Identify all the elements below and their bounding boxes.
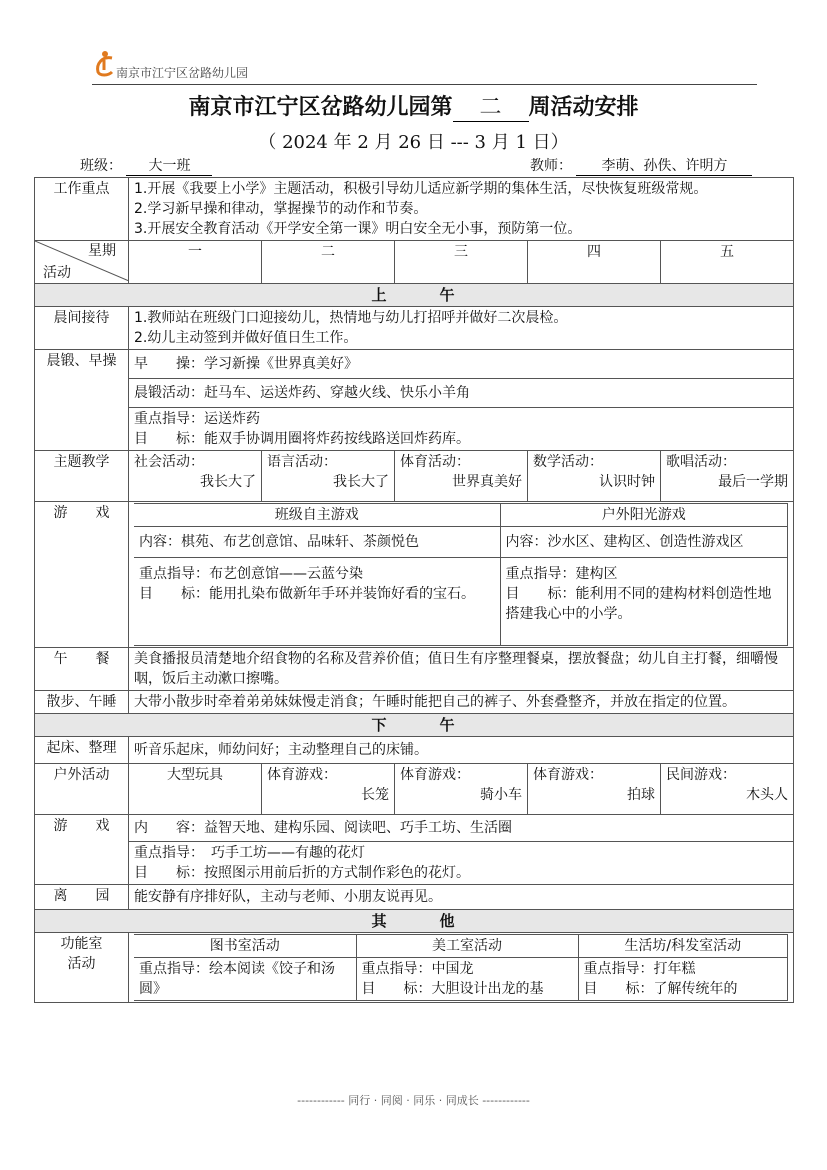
class-game-guidance	[134, 558, 500, 646]
theme-item-name: 社会活动：	[134, 454, 204, 470]
leave-row	[35, 885, 794, 910]
morning-band	[35, 284, 794, 307]
life-room-goal: 目 标：了解传统年的	[583, 981, 738, 997]
theme-item-name: 语言活动：	[267, 454, 337, 470]
exercise-row-1	[35, 350, 794, 379]
class-info	[80, 155, 212, 176]
function-room-label: 功能室 活动	[35, 933, 129, 1003]
wake-label: 起床、整理	[35, 737, 129, 764]
exercise-line-1: 早 操：学习新操《世界真美好》	[129, 350, 794, 379]
games-pm-focus: 重点指导： 巧手工坊——有趣的花灯	[134, 845, 365, 861]
art-room-goal: 目 标：大胆设计出龙的基	[361, 981, 544, 997]
library-focus: 重点指导：绘本阅读《饺子和汤圆》	[139, 961, 335, 997]
class-game-focus: 重点指导：布艺创意馆——云蓝兮染	[139, 566, 363, 582]
theme-item-value: 认识时钟	[599, 474, 655, 490]
games-pm-content: 内 容：益智天地、建构乐园、阅读吧、巧手工坊、生活圈	[129, 815, 794, 842]
exercise-line-4: 目 标：能双手协调用圈将炸药按线路送回炸药库。	[134, 431, 470, 447]
outdoor-item-value: 木头人	[746, 787, 789, 803]
nap-row	[35, 691, 794, 714]
outdoor-item-name: 体育游戏：	[267, 767, 337, 783]
theme-item	[395, 451, 528, 502]
teacher-value: 李萌、孙佚、许明方	[576, 155, 752, 176]
wake-text: 听音乐起床，师幼问好；主动整理自己的床铺。	[129, 737, 794, 764]
corner-weekday-label: 星期	[88, 243, 116, 259]
weekday-corner-cell	[35, 241, 129, 284]
reception-content	[129, 307, 794, 350]
art-room-focus: 重点指导：中国龙	[361, 961, 474, 977]
life-room-guidance	[578, 958, 788, 1001]
function-room-content	[129, 933, 794, 1003]
page-title	[0, 90, 827, 122]
class-game-goal: 目 标：能用扎染布做新年手环并装饰好看的宝石。	[139, 586, 475, 602]
outdoor-game-title: 户外阳光游戏	[500, 504, 788, 527]
outdoor-item-name: 体育游戏：	[400, 767, 470, 783]
lunch-row	[35, 648, 794, 691]
outdoor-label: 户外活动	[35, 764, 129, 815]
outdoor-row	[35, 764, 794, 815]
outdoor-item-value: 长笼	[361, 787, 389, 803]
outdoor-item-value: 拍球	[627, 787, 655, 803]
title-week-number: 二	[453, 90, 529, 122]
outdoor-first: 大型玩具	[129, 764, 262, 815]
lunch-text: 美食播报员清楚地介绍食物的名称及营养价值；值日生有序整理餐桌，摆放餐盘；幼儿自主打餐，细嚼慢咽，饭后主动漱口擦嘴。	[129, 648, 794, 691]
theme-item	[661, 451, 794, 502]
focus-row	[35, 178, 794, 241]
title-prefix: 南京市江宁区岔路幼儿园第	[188, 94, 453, 120]
teacher-label: 教师：	[530, 158, 572, 174]
afternoon-band	[35, 714, 794, 737]
reception-row	[35, 307, 794, 350]
function-room-subtable	[134, 934, 788, 1001]
kindergarten-logo-icon	[92, 48, 118, 78]
day-thursday: 四	[528, 241, 661, 284]
games-pm-row-1	[35, 815, 794, 842]
theme-item	[262, 451, 395, 502]
outdoor-item-name: 体育游戏：	[533, 767, 603, 783]
reception-line-1: 1.教师站在班级门口迎接幼儿，热情地与幼儿打招呼并做好二次晨检。	[134, 310, 568, 326]
class-label: 班级：	[80, 158, 122, 174]
page-header	[92, 46, 757, 85]
date-range: （ 2024 年 2 月 26 日 --- 3 月 1 日）	[258, 132, 569, 153]
day-wednesday: 三	[395, 241, 528, 284]
theme-item-name: 数学活动：	[533, 454, 603, 470]
games-pm-goal: 目 标：按照图示用前后折的方式制作彩色的花灯。	[134, 865, 470, 881]
games-am-content	[129, 502, 794, 648]
library-title: 图书室活动	[134, 935, 356, 958]
outdoor-game-guidance	[500, 558, 788, 646]
games-pm-label: 游 戏	[35, 815, 129, 885]
theme-item-value: 世界真美好	[452, 474, 522, 490]
class-value: 大一班	[126, 155, 212, 176]
morning-label: 上 午	[35, 284, 794, 307]
focus-line-2: 2.学习新早操和律动，掌握操节的动作和节奏。	[134, 201, 428, 217]
day-tuesday: 二	[262, 241, 395, 284]
focus-line-1: 1.开展《我要上小学》主题活动，积极引导幼儿适应新学期的集体生活，尽快恢复班级常规。	[134, 181, 708, 197]
title-suffix: 周活动安排	[528, 94, 639, 120]
leave-text: 能安静有序排好队，主动与老师、小朋友说再见。	[129, 885, 794, 910]
games-pm-guidance	[129, 842, 794, 885]
life-room-focus: 重点指导：打年糕	[583, 961, 696, 977]
games-am-subtable	[134, 503, 788, 646]
function-room-row	[35, 933, 794, 1003]
theme-row	[35, 451, 794, 502]
day-friday: 五	[661, 241, 794, 284]
theme-item-name: 体育活动：	[400, 454, 470, 470]
reception-line-2: 2.幼儿主动签到并做好值日生工作。	[134, 330, 358, 346]
wake-row	[35, 737, 794, 764]
corner-activity-label: 活动	[43, 265, 71, 281]
class-game-title: 班级自主游戏	[134, 504, 500, 527]
lunch-label: 午 餐	[35, 648, 129, 691]
theme-label: 主题教学	[35, 451, 129, 502]
header-org-name: 南京市江宁区岔路幼儿园	[116, 66, 249, 80]
exercise-row-2	[35, 379, 794, 408]
focus-label: 工作重点	[35, 178, 129, 241]
exercise-guidance	[129, 408, 794, 451]
reception-label: 晨间接待	[35, 307, 129, 350]
outdoor-item	[395, 764, 528, 815]
theme-item	[129, 451, 262, 502]
focus-content	[129, 178, 794, 241]
theme-item-value: 我长大了	[333, 474, 389, 490]
games-am-label: 游 戏	[35, 502, 129, 648]
day-monday: 一	[129, 241, 262, 284]
theme-item	[528, 451, 661, 502]
exercise-row-3	[35, 408, 794, 451]
focus-line-3: 3.开展安全教育活动《开学安全第一课》明白安全无小事，预防第一位。	[134, 221, 582, 237]
exercise-line-3: 重点指导：运送炸药	[134, 411, 260, 427]
nap-label: 散步、午睡	[35, 691, 129, 714]
theme-item-name: 歌唱活动：	[666, 454, 736, 470]
outdoor-game-content: 内容：沙水区、建构区、创造性游戏区	[500, 527, 788, 558]
outdoor-item-name: 民间游戏：	[666, 767, 736, 783]
outdoor-item	[661, 764, 794, 815]
outdoor-item	[528, 764, 661, 815]
library-guidance	[134, 958, 356, 1001]
other-label: 其 他	[35, 910, 794, 933]
other-band	[35, 910, 794, 933]
life-room-title: 生活坊/科发室活动	[578, 935, 788, 958]
page-footer: ------------ 同行 · 同阅 · 同乐 · 同成长 ------------	[297, 1094, 530, 1107]
exercise-line-2: 晨锻活动：赶马车、运送炸药、穿越火线、快乐小羊角	[129, 379, 794, 408]
outdoor-game-goal: 目 标：能利用不同的建构材料创造性地搭建我心中的小学。	[505, 586, 772, 622]
class-game-content: 内容：棋苑、布艺创意馆、品味轩、茶颜悦色	[134, 527, 500, 558]
art-room-guidance	[356, 958, 578, 1001]
weekday-header-row	[35, 241, 794, 284]
theme-item-value: 我长大了	[200, 474, 256, 490]
schedule-table	[34, 177, 794, 1003]
afternoon-label: 下 午	[35, 714, 794, 737]
teacher-info	[530, 155, 752, 176]
outdoor-item-value: 骑小车	[480, 787, 522, 803]
leave-label: 离 园	[35, 885, 129, 910]
art-room-title: 美工室活动	[356, 935, 578, 958]
exercise-label: 晨锻、早操	[35, 350, 129, 451]
outdoor-game-focus: 重点指导：建构区	[505, 566, 618, 582]
games-pm-row-2	[35, 842, 794, 885]
outdoor-item	[262, 764, 395, 815]
nap-text: 大带小散步时牵着弟弟妹妹慢走消食；午睡时能把自己的裤子、外套叠整齐，并放在指定的位置。	[129, 691, 794, 714]
theme-item-value: 最后一学期	[718, 474, 789, 490]
games-am-row	[35, 502, 794, 648]
